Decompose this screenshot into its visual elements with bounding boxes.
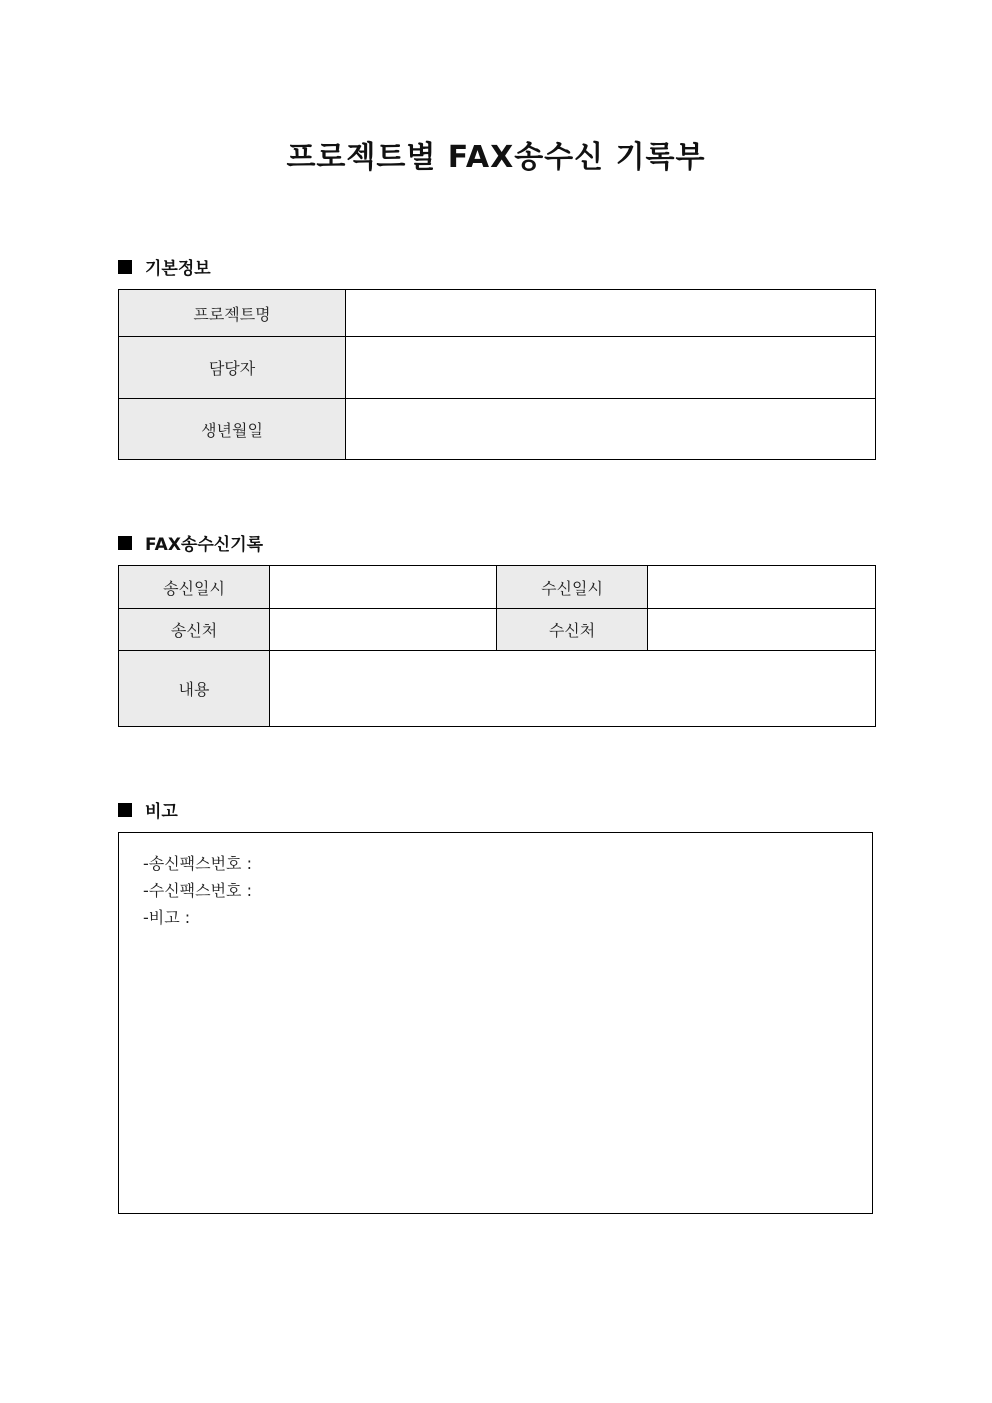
send-to-field[interactable] [270,609,497,651]
project-name-field[interactable] [346,290,876,337]
send-to-label: 송신처 [119,609,270,651]
content-label: 내용 [119,651,270,727]
section-basic-label: 기본정보 [145,259,211,279]
recv-time-field[interactable] [648,566,876,609]
birth-date-field[interactable] [346,399,876,460]
square-bullet-icon [118,803,132,817]
content-field[interactable] [270,651,876,727]
recv-time-label: 수신일시 [497,566,648,609]
manager-field[interactable] [346,337,876,399]
remarks-line-send-fax: -송신팩스번호 : [143,854,252,873]
remarks-line-recv-fax: -수신팩스번호 : [143,881,252,900]
section-remarks-heading [118,797,178,822]
recv-from-field[interactable] [648,609,876,651]
basic-info-table [118,289,876,460]
square-bullet-icon [118,260,132,274]
send-time-label: 송신일시 [119,566,270,609]
send-time-field[interactable] [270,566,497,609]
fax-record-table [118,565,876,727]
birth-date-label: 생년월일 [119,399,346,460]
manager-label: 담당자 [119,337,346,399]
square-bullet-icon [118,536,132,550]
section-fax-label: FAX송수신기록 [145,535,264,555]
recv-from-label: 수신처 [497,609,648,651]
section-basic-heading [118,254,211,279]
remarks-box[interactable] [118,832,873,1214]
remarks-line-note: -비고 : [143,908,191,927]
page-title: 프로젝트별 FAX송수신 기록부 [286,140,706,175]
section-remarks-label: 비고 [145,802,178,822]
section-fax-heading [118,530,263,555]
project-name-label: 프로젝트명 [119,290,346,337]
